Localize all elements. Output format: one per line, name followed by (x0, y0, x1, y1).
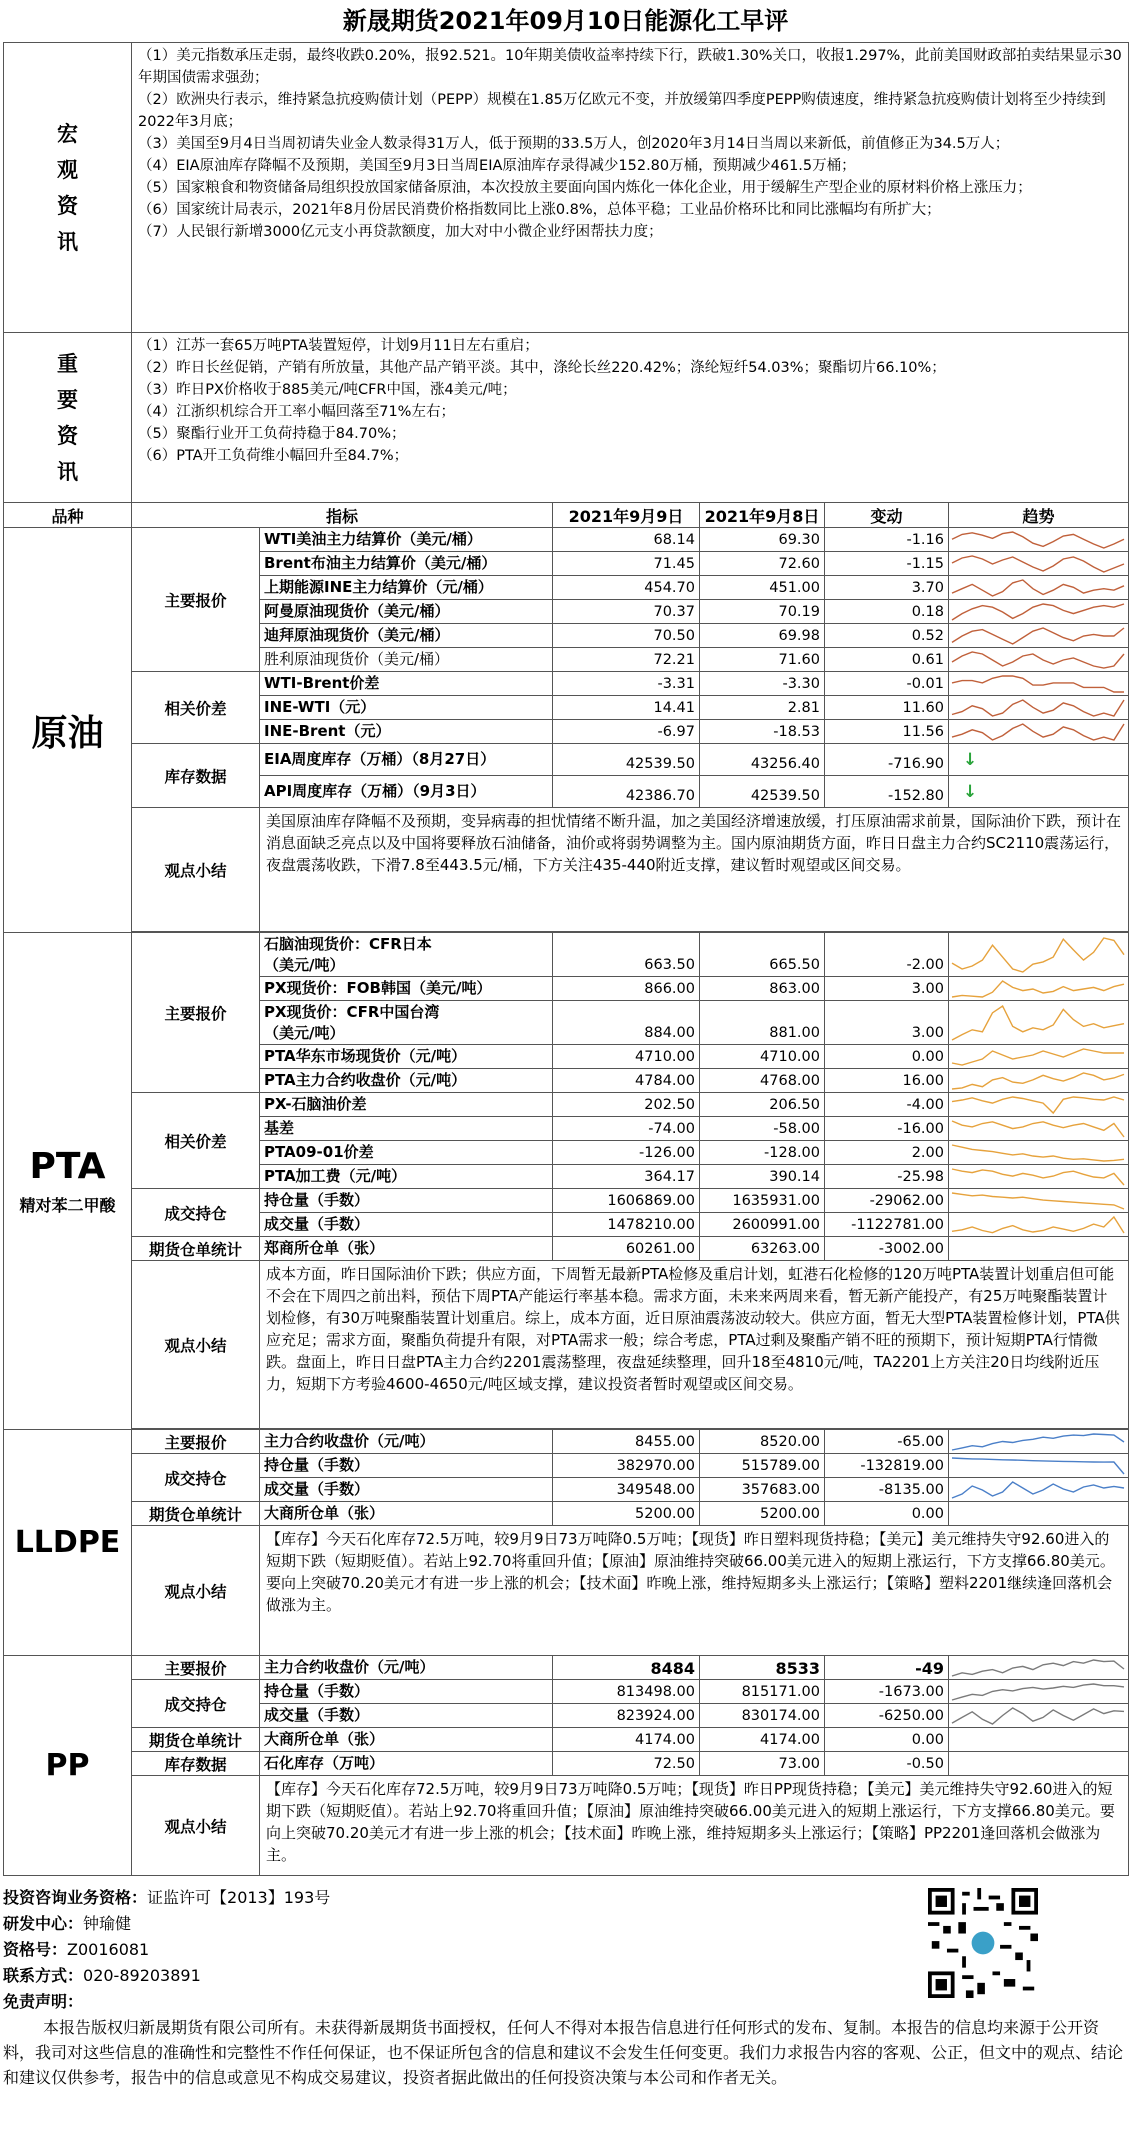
indicator-name: WTI美油主力结算价（美元/桶） (260, 528, 553, 552)
indicator-name: INE-WTI（元） (260, 696, 553, 720)
sparkline-series (952, 628, 1124, 644)
trend-sparkline (949, 1069, 1129, 1093)
indicator-name: PTA主力合约收盘价（元/吨） (260, 1069, 553, 1093)
sparkline (949, 1166, 1127, 1188)
macro-item: （6）国家统计局表示，2021年8月份居民消费价格指数同比上涨0.8%，总体平稳；工业品价格环比和同比涨幅均有所扩大； (138, 202, 941, 218)
footer-disclaimer-label: 免责声明： (3, 1992, 84, 2011)
value-current: 60261.00 (553, 1237, 700, 1261)
table-row (4, 1680, 1129, 1704)
lldpe-view-label: 观点小结 (132, 1526, 260, 1656)
down-arrow-icon: ↓ (963, 781, 978, 802)
sparkline (949, 1094, 1127, 1116)
value-current: -74.00 (553, 1117, 700, 1141)
pp-view-label: 观点小结 (132, 1776, 260, 1876)
trend-sparkline (949, 1117, 1129, 1141)
sparkline-series (952, 604, 1124, 620)
value-previous: 881.00 (700, 1001, 825, 1045)
indicator-name: 郑商所仓单（张） (260, 1237, 553, 1261)
value-previous: 2600991.00 (700, 1213, 825, 1237)
table-row (4, 808, 1129, 932)
indicator-name: PX现货价：CFR中国台湾 （美元/吨） (260, 1001, 553, 1045)
value-previous: 69.98 (700, 624, 825, 648)
table-row (4, 933, 1129, 977)
value-previous: 1635931.00 (700, 1189, 825, 1213)
sparkline (949, 721, 1127, 743)
trend-sparkline (949, 696, 1129, 720)
footer-research: 研发中心：钟瑜健 (3, 1914, 132, 1933)
header-variety: 品种 (4, 503, 132, 528)
indicator-name: 迪拜原油现货价（美元/桶） (260, 624, 553, 648)
trend-cell (949, 776, 1129, 808)
pp-wr-label: 期货仓单统计 (132, 1728, 260, 1752)
macro-label: 宏观资讯 (4, 43, 132, 333)
value-current: 4174.00 (553, 1728, 700, 1752)
sparkline-series (952, 1482, 1124, 1498)
table-row (4, 1261, 1129, 1429)
indicator-name: 主力合约收盘价（元/吨） (260, 1430, 553, 1454)
macro-content (132, 43, 1129, 333)
value-previous: 2.81 (700, 696, 825, 720)
pta-pos-label: 成交持仓 (132, 1189, 260, 1237)
indicator-name: 石脑油现货价：CFR日本 （美元/吨） (260, 933, 553, 977)
value-change: 3.00 (825, 1001, 949, 1045)
value-previous: 4768.00 (700, 1069, 825, 1093)
value-current: 68.14 (553, 528, 700, 552)
sparkline-series (952, 1684, 1124, 1700)
indicator-name: 成交量（手数） (260, 1213, 553, 1237)
indicator-name: 大商所仓单（张） (260, 1728, 553, 1752)
indicator-name: 大商所仓单（张） (260, 1502, 553, 1526)
value-previous: 4710.00 (700, 1045, 825, 1069)
pp-product-name: PP (4, 1656, 132, 1876)
value-current: 8484 (553, 1656, 700, 1680)
important-item: （6）PTA开工负荷维小幅回升至84.7%； (138, 448, 409, 464)
table-row (4, 1728, 1129, 1752)
sparkline (949, 529, 1127, 551)
value-change: -29062.00 (825, 1189, 949, 1213)
pta-main-label: 主要报价 (132, 933, 260, 1093)
crude-rel-label: 相关价差 (132, 672, 260, 744)
value-previous: 8533 (700, 1656, 825, 1680)
sparkline-series (952, 1097, 1124, 1113)
value-current: 4710.00 (553, 1045, 700, 1069)
value-current: -126.00 (553, 1141, 700, 1165)
crude-view-text: 美国原油库存降幅不及预期，变异病毒的担忧情绪不断升温，加之美国经济增速放缓，打压原油需求前景，国际油价下跌，预计在消息面缺乏亮点以及中国将要释放石油储备，油价或将弱势调整为主。国内原油期货方面，昨日日盘主力合约SC2110震荡运行，夜盘震荡收跌，下滑7.8至443.5元/桶，下方关注435-440附近支撑，建议暂时观望或区间交易。 (260, 808, 1129, 932)
sparkline (949, 1118, 1127, 1140)
table-row (4, 528, 1129, 552)
header-trend: 趋势 (949, 503, 1129, 528)
indicator-name: PX现货价：FOB韩国（美元/吨） (260, 977, 553, 1001)
sparkline (949, 1681, 1127, 1703)
indicator-name: INE-Brent（元） (260, 720, 553, 744)
sparkline (949, 697, 1127, 719)
indicator-name: 持仓量（手数） (260, 1454, 553, 1478)
trend-cell (949, 744, 1129, 776)
trend-cell (949, 1752, 1129, 1776)
footer-license: 资格号：Z0016081 (3, 1940, 150, 1959)
value-change: -4.00 (825, 1093, 949, 1117)
sparkline-series (952, 1169, 1124, 1185)
value-current: 5200.00 (553, 1502, 700, 1526)
indicator-name: 成交量（手数） (260, 1478, 553, 1502)
value-previous: 69.30 (700, 528, 825, 552)
value-change: -1122781.00 (825, 1213, 949, 1237)
value-current: 454.70 (553, 576, 700, 600)
sparkline (949, 601, 1127, 623)
table-row (4, 1430, 1129, 1454)
indicator-name: PTA09-01价差 (260, 1141, 553, 1165)
value-change: 16.00 (825, 1069, 949, 1093)
value-current: 813498.00 (553, 1680, 700, 1704)
table-row (4, 1656, 1129, 1680)
indicator-name: 持仓量（手数） (260, 1680, 553, 1704)
trend-sparkline (949, 576, 1129, 600)
value-previous: 863.00 (700, 977, 825, 1001)
value-current: 4784.00 (553, 1069, 700, 1093)
value-change: -8135.00 (825, 1478, 949, 1502)
sparkline (949, 1046, 1127, 1068)
value-previous: -58.00 (700, 1117, 825, 1141)
pta-view-text: 成本方面，昨日国际油价下跌；供应方面，下周暂无最新PTA检修及重启计划，虹港石化检修的120万吨PTA装置计划重启但可能不会在下周四之前出料，预估下周PTA产能运行率基本稳。需求方面，未来来两周来看，暂无新产能投产，有25万吨聚酯装置计划检修，有30万吨聚酯装置计划重启。综上，成本方面，近日原油震荡波动较大。供应方面，暂无大型PTA装置检修计划，PTA供应充足；需求方面，聚酯负荷提升有限，对PTA需求一般；综合考虑，PTA过剩及聚酯产销不旺的预期下，预计短期PTA行情微跌。盘面上，昨日日盘PTA主力合约2201震荡整理，夜盘延续整理，回升18至4810元/吨，TA2201上方关注20日均线附近压力，短期下方考验4600-4650元/吨区域支撑，建议投资者暂时观望或区间交易。 (260, 1261, 1129, 1429)
value-current: 72.21 (553, 648, 700, 672)
table-row (4, 1776, 1129, 1876)
value-current: 42386.70 (553, 776, 700, 808)
sparkline (949, 1657, 1127, 1679)
table-row (4, 744, 1129, 776)
qr-code-icon (928, 1888, 1038, 1998)
indicator-name: Brent布油主力结算价（美元/桶） (260, 552, 553, 576)
value-current: 70.50 (553, 624, 700, 648)
lldpe-wr-label: 期货仓单统计 (132, 1502, 260, 1526)
footer-contact: 联系方式：020-89203891 (3, 1966, 201, 1985)
trend-sparkline (949, 1189, 1129, 1213)
trend-sparkline (949, 528, 1129, 552)
value-change: 0.61 (825, 648, 949, 672)
sparkline-series (952, 1217, 1124, 1233)
trend-cell (949, 1728, 1129, 1752)
value-current: 884.00 (553, 1001, 700, 1045)
value-previous: 43256.40 (700, 744, 825, 776)
value-change: -65.00 (825, 1430, 949, 1454)
sparkline-series (952, 1458, 1124, 1474)
sparkline (949, 1070, 1127, 1092)
value-change: 0.18 (825, 600, 949, 624)
value-previous: 63263.00 (700, 1237, 825, 1261)
important-item: （2）昨日长丝促销，产销有所放量，其他产品产销平淡。其中，涤纶长丝220.42%；涤纶短纤54.03%；聚酯切片66.10%； (138, 360, 946, 376)
header-date1: 2021年9月9日 (553, 503, 700, 528)
value-previous: 515789.00 (700, 1454, 825, 1478)
macro-section (4, 43, 1129, 333)
value-change: 3.70 (825, 576, 949, 600)
pta-rel-label: 相关价差 (132, 1093, 260, 1189)
value-current: 72.50 (553, 1752, 700, 1776)
value-current: 663.50 (553, 933, 700, 977)
pp-pos-label: 成交持仓 (132, 1680, 260, 1728)
value-change: 11.60 (825, 696, 949, 720)
value-previous: 830174.00 (700, 1704, 825, 1728)
indicator-name: 石化库存（万吨） (260, 1752, 553, 1776)
value-change: -1.15 (825, 552, 949, 576)
indicator-name: 阿曼原油现货价（美元/桶） (260, 600, 553, 624)
indicator-name: WTI-Brent价差 (260, 672, 553, 696)
table-row (4, 672, 1129, 696)
sparkline (949, 649, 1127, 671)
value-change: 0.00 (825, 1045, 949, 1069)
value-previous: 4174.00 (700, 1728, 825, 1752)
value-previous: 206.50 (700, 1093, 825, 1117)
value-change: -1.16 (825, 528, 949, 552)
lldpe-main-label: 主要报价 (132, 1430, 260, 1454)
trend-sparkline (949, 1213, 1129, 1237)
value-current: 8455.00 (553, 1430, 700, 1454)
value-current: 70.37 (553, 600, 700, 624)
sparkline-series (952, 1006, 1124, 1040)
trend-sparkline (949, 1656, 1129, 1680)
sparkline-series (952, 938, 1124, 972)
lldpe-view-text: 【库存】今天石化库存72.5万吨，较9月9日73万吨降0.5万吨；【现货】昨日塑料现货持稳；【美元】美元维持失守92.60进入的短期下跌（短期贬值）。若站上92.70将重回升值；【原油】原油维持突破66.00美元进入的短期上涨运行，下方支撑66.80美元。要向上突破70.20美元才有进一步上涨的机会；【技术面】昨晚上涨，维持短期多头上涨运行；【策略】塑料2201继续逢回落机会做涨为主。 (260, 1526, 1129, 1656)
indicator-name: EIA周度库存（万桶）（8月27日） (260, 744, 553, 776)
indicator-name: 基差 (260, 1117, 553, 1141)
value-current: 14.41 (553, 696, 700, 720)
value-previous: 42539.50 (700, 776, 825, 808)
trend-sparkline (949, 552, 1129, 576)
pta-wr-label: 期货仓单统计 (132, 1237, 260, 1261)
sparkline (949, 577, 1127, 599)
value-change: -0.01 (825, 672, 949, 696)
important-item: （5）聚酯行业开工负荷持稳于84.70%； (138, 426, 406, 442)
value-previous: 390.14 (700, 1165, 825, 1189)
value-previous: -128.00 (700, 1141, 825, 1165)
trend-sparkline (949, 624, 1129, 648)
indicator-name: API周度库存（万桶）（9月3日） (260, 776, 553, 808)
value-current: 382970.00 (553, 1454, 700, 1478)
sparkline-series (952, 1193, 1124, 1209)
sparkline (949, 673, 1127, 695)
value-change: -132819.00 (825, 1454, 949, 1478)
value-current: -3.31 (553, 672, 700, 696)
disclaimer-text: 本报告版权归新晟期货有限公司所有。未获得新晟期货书面授权，任何人不得对本报告信息进行任何形式的发布、复制。本报告的信息均来源于公开资料，我司对这些信息的准确性和完整性不作任何保证，也不保证所包含的信息和建议不会发生任何变更。我们力求报告内容的客观、公正，但文中的观点、结论和建议仅供参考，报告中的信息或意见不构成交易建议，投资者据此做出的任何投资决策与本公司和作者无关。 (3, 2018, 1124, 2087)
indicator-name: PX-石脑油价差 (260, 1093, 553, 1117)
trend-sparkline (949, 1045, 1129, 1069)
sparkline (949, 1142, 1127, 1164)
value-current: 71.45 (553, 552, 700, 576)
value-change: -0.50 (825, 1752, 949, 1776)
important-item: （1）江苏一套65万吨PTA装置短停，计划9月11日左右重启； (138, 338, 539, 354)
sparkline-series (952, 700, 1124, 716)
sparkline (949, 978, 1127, 1000)
sparkline-series (952, 652, 1124, 668)
trend-sparkline (949, 1454, 1129, 1478)
trend-sparkline (949, 1141, 1129, 1165)
sparkline-series (952, 676, 1124, 692)
macro-item: （5）国家粮食和物资储备局组织投放国家储备原油，本次投放主要面向国内炼化一体化企业，用于缓解生产型企业的原材料价格上涨压力； (138, 180, 1032, 196)
down-arrow-icon: ↓ (963, 749, 978, 770)
value-change: 11.56 (825, 720, 949, 744)
indicator-name: 胜利原油现货价（美元/桶） (260, 648, 553, 672)
table-header (4, 503, 1129, 528)
value-change: -49 (825, 1656, 949, 1680)
trend-sparkline (949, 672, 1129, 696)
value-previous: 8520.00 (700, 1430, 825, 1454)
important-content (132, 333, 1129, 503)
value-change: -25.98 (825, 1165, 949, 1189)
pp-inv-label: 库存数据 (132, 1752, 260, 1776)
table-row (4, 1454, 1129, 1478)
value-previous: 70.19 (700, 600, 825, 624)
sparkline-series (952, 1434, 1124, 1450)
important-section (4, 333, 1129, 503)
value-current: 42539.50 (553, 744, 700, 776)
table-row (4, 1189, 1129, 1213)
sparkline (949, 1455, 1127, 1477)
value-change: 3.00 (825, 977, 949, 1001)
indicator-name: 持仓量（手数） (260, 1189, 553, 1213)
sparkline-series (952, 532, 1124, 548)
macro-item: （3）美国至9月4日当周初请失业金人数录得31万人，低于预期的33.5万人，创2020年3月14日当周以来新低，前值修正为34.5万人； (138, 136, 1010, 152)
table-row (4, 1752, 1129, 1776)
trend-sparkline (949, 977, 1129, 1001)
sparkline-series (952, 724, 1124, 740)
sparkline (949, 1431, 1127, 1453)
crude-product-name: 原油 (4, 528, 132, 933)
value-previous: 357683.00 (700, 1478, 825, 1502)
trend-cell (949, 1502, 1129, 1526)
indicator-name: 主力合约收盘价（元/吨） (260, 1656, 553, 1680)
value-previous: 71.60 (700, 648, 825, 672)
sparkline (949, 625, 1127, 647)
header-change: 变动 (825, 503, 949, 528)
indicator-name: PTA加工费（元/吨） (260, 1165, 553, 1189)
value-previous: 72.60 (700, 552, 825, 576)
value-change: -6250.00 (825, 1704, 949, 1728)
sparkline (949, 1214, 1127, 1236)
header-date2: 2021年9月8日 (700, 503, 825, 528)
important-label: 重要资讯 (4, 333, 132, 503)
value-change: -3002.00 (825, 1237, 949, 1261)
value-change: -152.80 (825, 776, 949, 808)
footer-qualification: 投资咨询业务资格：证监许可【2013】193号 (3, 1888, 331, 1907)
value-previous: 73.00 (700, 1752, 825, 1776)
sparkline (949, 553, 1127, 575)
value-change: -1673.00 (825, 1680, 949, 1704)
trend-sparkline (949, 1093, 1129, 1117)
pp-main-label: 主要报价 (132, 1656, 260, 1680)
crude-inv-label: 库存数据 (132, 744, 260, 808)
important-item: （4）江浙织机综合开工率小幅回落至71%左右； (138, 404, 455, 420)
table-row (4, 1526, 1129, 1656)
value-current: 349548.00 (553, 1478, 700, 1502)
crude-main-label: 主要报价 (132, 528, 260, 672)
value-current: 364.17 (553, 1165, 700, 1189)
macro-item: （1）美元指数承压走弱，最终收跌0.20%，报92.521。10年期美债收益率持续下行，跌破1.30%关口，收报1.297%，此前美国财政部拍卖结果显示30年期国债需求强劲； (138, 48, 1122, 86)
value-change: -716.90 (825, 744, 949, 776)
report-title: 新晟期货2021年09月10日能源化工早评 (342, 7, 789, 35)
lldpe-product-name: LLDPE (4, 1430, 132, 1656)
value-current: -6.97 (553, 720, 700, 744)
sparkline-series (952, 1145, 1124, 1161)
sparkline-series (952, 1660, 1124, 1676)
value-change: 0.00 (825, 1502, 949, 1526)
value-current: 202.50 (553, 1093, 700, 1117)
sparkline-series (952, 1073, 1124, 1089)
trend-sparkline (949, 933, 1129, 977)
value-previous: 665.50 (700, 933, 825, 977)
trend-sparkline (949, 648, 1129, 672)
trend-sparkline (949, 1001, 1129, 1045)
value-current: 1606869.00 (553, 1189, 700, 1213)
crude-view-label: 观点小结 (132, 808, 260, 932)
sparkline-series (952, 1708, 1124, 1724)
sparkline (949, 1479, 1127, 1501)
sparkline (949, 1705, 1127, 1727)
value-change: 2.00 (825, 1141, 949, 1165)
value-change: 0.52 (825, 624, 949, 648)
table-row (4, 1502, 1129, 1526)
lldpe-pos-label: 成交持仓 (132, 1454, 260, 1502)
trend-sparkline (949, 1430, 1129, 1454)
trend-cell (949, 1237, 1129, 1261)
trend-sparkline (949, 600, 1129, 624)
value-previous: -18.53 (700, 720, 825, 744)
sparkline-series (952, 1049, 1124, 1065)
header-indicator: 指标 (132, 503, 553, 528)
indicator-name: PTA华东市场现货价（元/吨） (260, 1045, 553, 1069)
indicator-name: 成交量（手数） (260, 1704, 553, 1728)
pta-product-name: PTA 精对苯二甲酸 (4, 933, 132, 1430)
sparkline-series (952, 1121, 1124, 1137)
value-current: 823924.00 (553, 1704, 700, 1728)
value-previous: 815171.00 (700, 1680, 825, 1704)
trend-sparkline (949, 720, 1129, 744)
value-previous: 5200.00 (700, 1502, 825, 1526)
sparkline (949, 935, 1127, 975)
trend-sparkline (949, 1165, 1129, 1189)
sparkline (949, 1190, 1127, 1212)
trend-sparkline (949, 1680, 1129, 1704)
pp-view-text: 【库存】今天石化库存72.5万吨，较9月9日73万吨降0.5万吨；【现货】昨日PP现货持稳；【美元】美元维持失守92.60进入的短期下跌（短期贬值）。若站上92.70将重回升值；【原油】原油维持突破66.00美元进入的短期上涨运行，下方支撑66.80美元。要向上突破70.20美元才有进一步上涨的机会；【技术面】昨晚上涨，维持短期多头上涨运行；【策略】PP2201逢回落机会做涨为主。 (260, 1776, 1129, 1876)
macro-item: （4）EIA原油库存降幅不及预期，美国至9月3日当周EIA原油库存录得减少152.80万桶，预期减少461.5万桶； (138, 158, 856, 174)
value-previous: 451.00 (700, 576, 825, 600)
value-current: 866.00 (553, 977, 700, 1001)
value-previous: -3.30 (700, 672, 825, 696)
trend-sparkline (949, 1704, 1129, 1728)
value-current: 1478210.00 (553, 1213, 700, 1237)
sparkline-series (952, 580, 1124, 596)
macro-item: （7）人民银行新增3000亿元支小再贷款额度，加大对中小微企业纾困帮扶力度； (138, 224, 663, 240)
trend-sparkline (949, 1478, 1129, 1502)
value-change: 0.00 (825, 1728, 949, 1752)
sparkline-series (952, 981, 1124, 997)
report-table (3, 42, 1129, 1876)
pta-view-label: 观点小结 (132, 1261, 260, 1429)
table-row (4, 1093, 1129, 1117)
important-item: （3）昨日PX价格收于885美元/吨CFR中国，涨4美元/吨； (138, 382, 517, 398)
macro-item: （2）欧洲央行表示，维持紧急抗疫购债计划（PEPP）规模在1.85万亿欧元不变，并放缓第四季度PEPP购债速度，维持紧急抗疫购债计划将至少持续到2022年3月底； (138, 92, 1106, 130)
indicator-name: 上期能源INE主力结算价（元/桶） (260, 576, 553, 600)
sparkline (949, 1003, 1127, 1043)
table-row (4, 1237, 1129, 1261)
sparkline-series (952, 556, 1124, 572)
value-change: -2.00 (825, 933, 949, 977)
value-change: -16.00 (825, 1117, 949, 1141)
